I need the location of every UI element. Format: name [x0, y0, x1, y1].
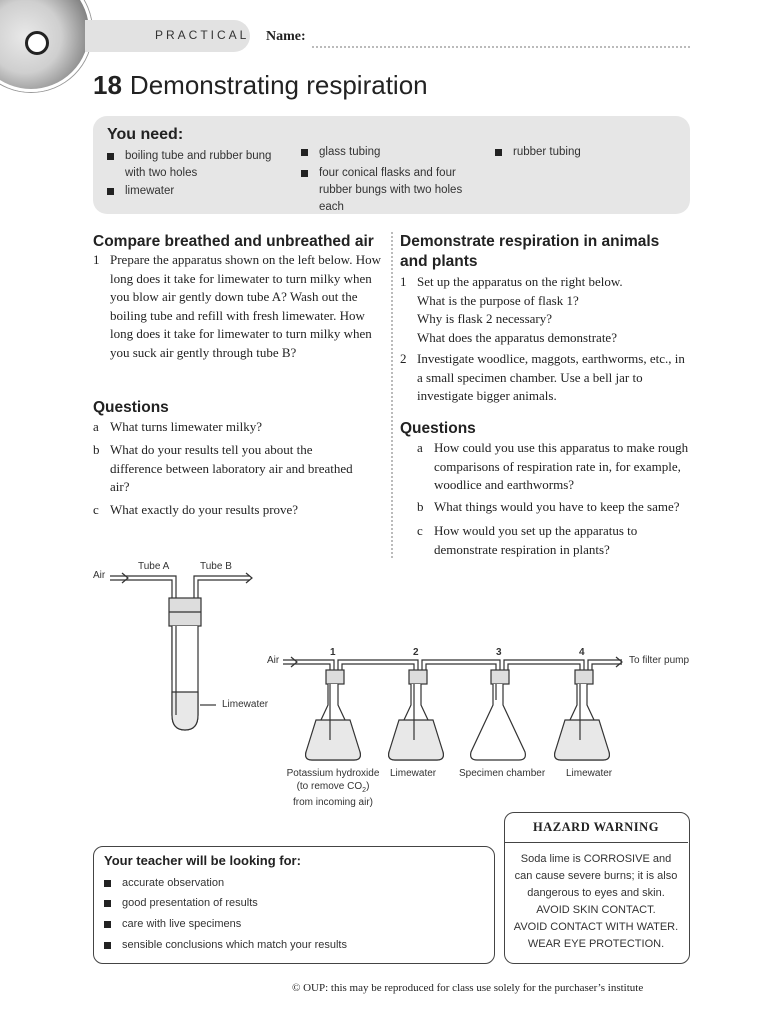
diagram1-air-label: Air	[93, 570, 106, 581]
hazard-line: AVOID SKIN CONTACT.	[536, 904, 656, 916]
need-item: boiling tube and rubber bung with two holes	[107, 148, 292, 182]
practical-label: PRACTICAL	[155, 28, 250, 42]
need-item: four conical flasks and four rubber bungs with two holes each	[301, 165, 486, 216]
tube-a-label: Tube A	[138, 561, 170, 572]
hazard-line: WEAR EYE PROTECTION.	[527, 938, 665, 950]
teacher-heading: Your teacher will be looking for:	[104, 853, 301, 868]
flask-1	[306, 670, 361, 760]
teacher-item: care with live specimens	[104, 918, 241, 930]
right-question-a: a How could you use this apparatus to make rough comparisons of respiration rate in, for example, woodlice and earthworms?	[417, 440, 689, 492]
teacher-item: good presentation of results	[104, 897, 258, 909]
need-item: limewater	[107, 183, 292, 200]
right-question-b: b What things would you have to keep the same?	[417, 499, 680, 514]
tube-b-label: Tube B	[200, 561, 232, 572]
diagram2-air-label: Air	[267, 655, 280, 666]
flask-number: 4	[579, 647, 585, 658]
left-question-c: c What exactly do your results prove?	[93, 502, 299, 517]
right-questions-heading: Questions	[400, 420, 476, 437]
flask-number: 3	[496, 647, 502, 658]
left-heading: Compare breathed and unbreathed air	[93, 233, 374, 250]
need-item: rubber tubing	[495, 144, 680, 161]
flask-2-label: Limewater	[390, 768, 437, 779]
name-label: Name:	[266, 29, 306, 44]
filter-pump-label: To filter pump	[629, 655, 690, 666]
limewater-label: Limewater	[222, 699, 269, 710]
left-step-1: 1 Prepare the apparatus shown on the left below. How long does it take for limewater to turn milky when you blow air gently down tube A? Wash out the boiling tube and refill with fresh limewater. How long does it take for limewater to turn milky when you suck air gently through tube B?	[93, 252, 381, 360]
you-need-heading: You need:	[107, 126, 184, 143]
flask-3	[471, 670, 526, 760]
need-item: glass tubing	[301, 144, 486, 161]
flask-chain-apparatus	[283, 657, 622, 760]
flask-number: 2	[413, 647, 419, 658]
flask-4-label: Limewater	[566, 768, 613, 779]
right-question-c: c How would you set up the apparatus to demonstrate respiration in plants?	[417, 523, 638, 557]
hazard-line: AVOID CONTACT WITH WATER.	[513, 921, 679, 933]
teacher-item: sensible conclusions which match your results	[104, 939, 347, 951]
flask-3-label: Specimen chamber	[459, 768, 546, 779]
copyright-footer: © OUP: this may be reproduced for class use solely for the purchaser’s institute	[292, 982, 644, 994]
right-step-2: 2 Investigate woodlice, maggots, earthworms, etc., in a small specimen chamber. Use a bell jar to investigate bigger animals.	[400, 351, 685, 403]
hazard-line: Soda lime is CORROSIVE and	[520, 853, 672, 865]
left-question-b: b What do your results tell you about the difference between laboratory air and breathed air?	[93, 442, 353, 494]
flask-4	[555, 670, 610, 760]
hazard-line: can cause severe burns; it is also	[514, 870, 678, 882]
hazard-line: dangerous to eyes and skin.	[527, 887, 665, 899]
flask-2	[389, 670, 444, 760]
flask-number: 1	[330, 647, 336, 658]
right-heading: Demonstrate respiration in animals and plants	[400, 233, 660, 270]
koh-label: Potassium hydroxide (to remove $CO_2$) from incoming air)	[286, 768, 380, 808]
left-questions-heading: Questions	[93, 399, 169, 416]
right-step-1: 1 Set up the apparatus on the right below. What is the purpose of flask 1? Why is flask 2 necessary? What does the apparatus demonstrate?	[400, 274, 623, 345]
practical-title: Demonstrating respiration	[129, 70, 428, 100]
teacher-item: accurate observation	[104, 877, 224, 889]
practical-number: 18	[93, 70, 122, 100]
left-question-a: a What turns limewater milky?	[93, 419, 262, 434]
hazard-heading: HAZARD WARNING	[504, 812, 688, 843]
